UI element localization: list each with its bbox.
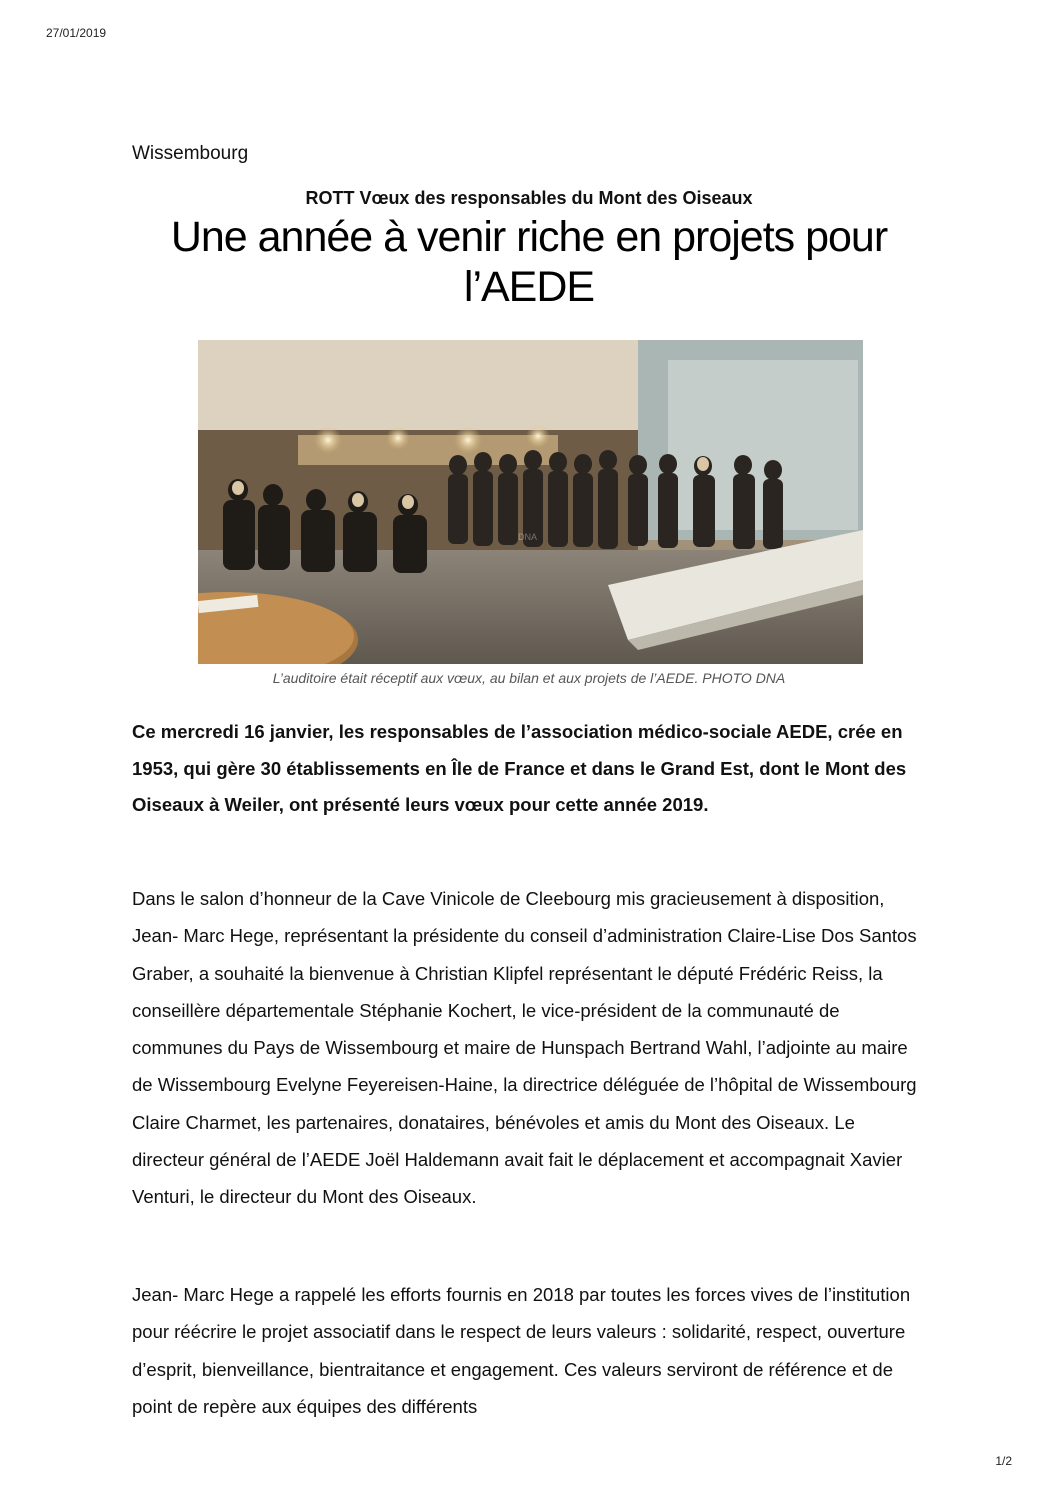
article-kicker: ROTT Vœux des responsables du Mont des Oiseaux — [305, 188, 753, 208]
section-label: Wissembourg — [132, 143, 249, 164]
article-lead: Ce mercredi 16 janvier, les responsables de l’association médico-sociale AEDE, crée en 1953, qui gère 30 établissements en Île de France et dans le Grand Est, dont le Mont des Oiseaux à Weiler, ont présenté leurs vœux pour cette année 2019. — [132, 721, 907, 815]
article-paragraph: Dans le salon d’honneur de la Cave Vinicole de Cleebourg mis gracieusement à disposition, Jean- Marc Hege, représentant la présidente du conseil d’administration Claire-Lise Dos Santos Graber, a souhaité la bienvenue à Christian Klipfel représentant le député Frédéric Reiss, la conseillère départementale Stéphanie Kochert, le vice-président de la communauté de communes du Pays de Wissembourg et maire de Hunspach Bertrand Wahl, l’adjointe au maire de Wissembourg Evelyne Feyereisen-Haine, la directrice déléguée de l’hôpital de Wissembourg Claire Charmet, les partenaires, donataires, bénévoles et amis du Mont des Oiseaux. Le directeur général de l’AEDE Joël Haldemann avait fait le déplacement et accompagnait Xavier Venturi, le directeur du Mont des Oiseaux. — [132, 888, 917, 1208]
photo-caption: L’auditoire était réceptif aux vœux, au bilan et aux projets de l’AEDE. PHOTO DNA — [272, 670, 786, 686]
print-date: 27/01/2019 — [46, 26, 107, 40]
article-photo — [198, 340, 863, 664]
reception-photo-illustration — [198, 340, 863, 664]
photo-watermark: DNA — [518, 532, 538, 542]
article-headline: Une année à venir riche en projets pour l’AEDE — [170, 213, 888, 311]
article-paragraph: Jean- Marc Hege a rappelé les efforts fournis en 2018 par toutes les forces vives de l’institution pour réécrire le projet associatif dans le respect de leurs valeurs : solidarité, respect, ouverture d’esprit, bienveillance, bientraitance et engagement. Ces valeurs serviront de référence et de point de repère aux équipes des différents — [132, 1284, 911, 1417]
page-number: 1/2 — [995, 1454, 1012, 1468]
